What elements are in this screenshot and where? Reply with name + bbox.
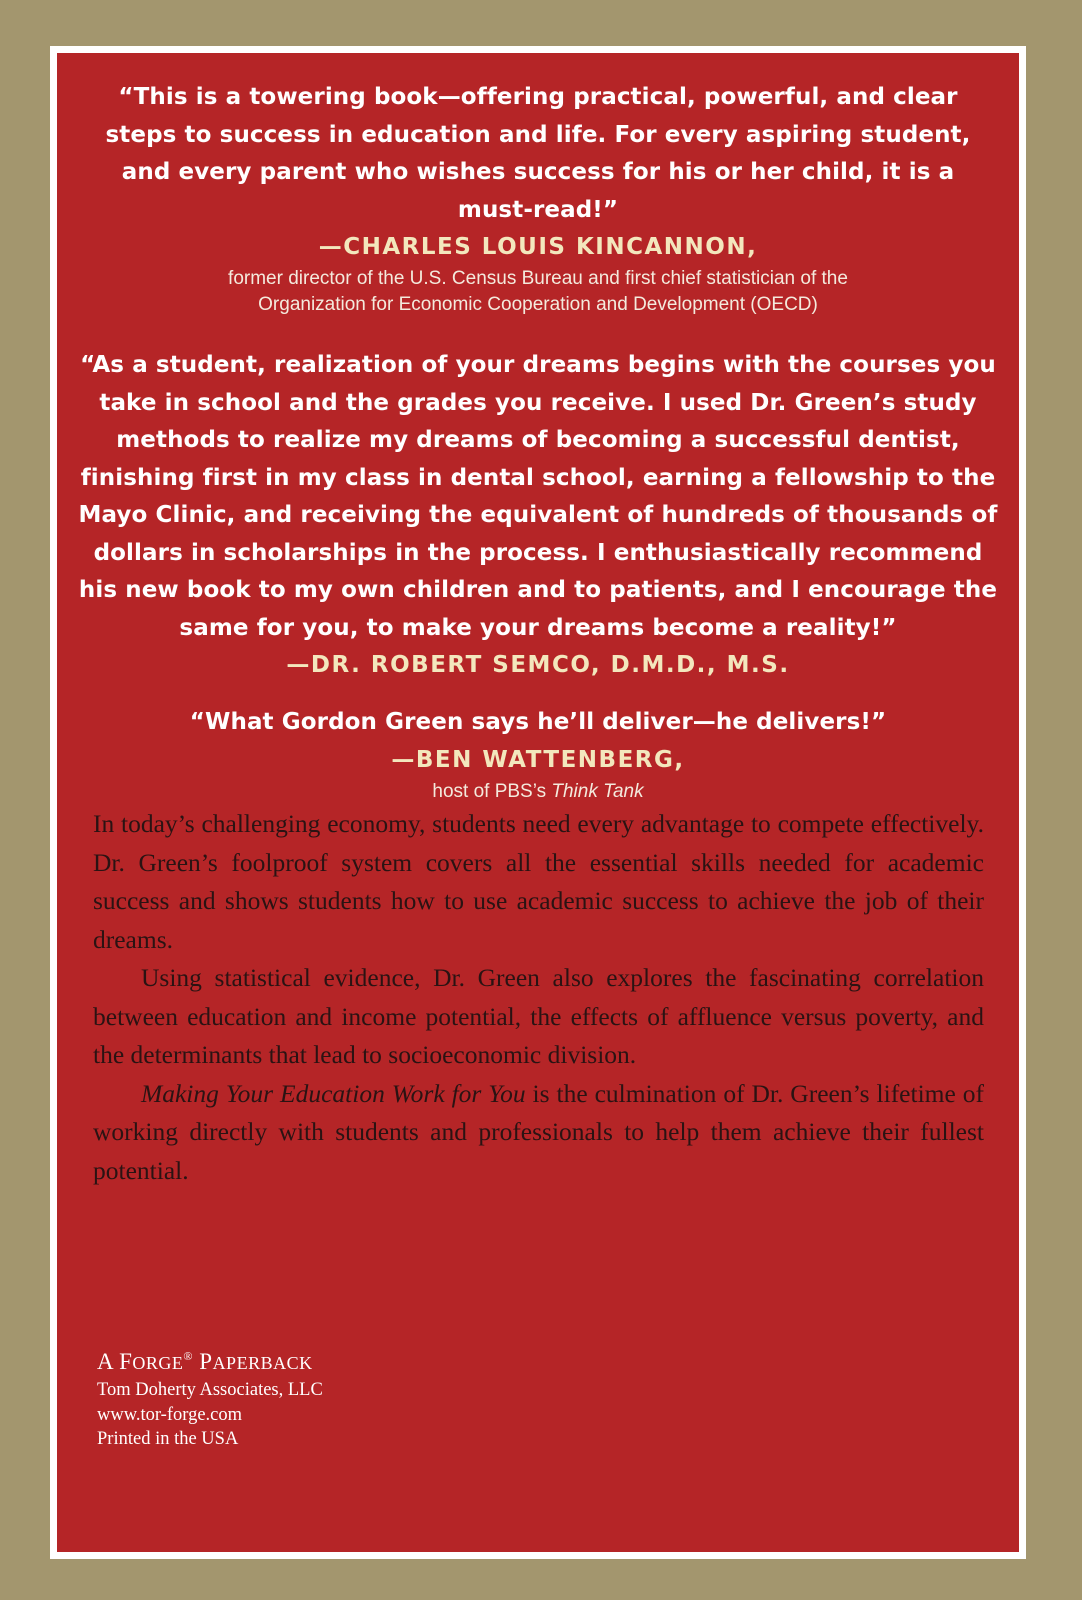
description-text: is the culmination of Dr. Green’s lifetime of working directly with students and professionals to help them achieve their fullest potential.	[93, 1078, 984, 1185]
imprint-text: APERBACK	[212, 1353, 313, 1373]
publisher-website: www.tor-forge.com	[97, 1404, 243, 1425]
blurb-affiliation	[57, 266, 1019, 317]
blurb-wattenberg	[57, 704, 1019, 804]
printed-location: Printed in the USA	[97, 1429, 239, 1449]
blurbs	[57, 79, 1019, 804]
blurb-semco	[57, 347, 1019, 684]
book-title: Making Your Education Work for You	[141, 1078, 526, 1108]
affiliation-line: former director of the U.S. Census Bureau and first chief statistician of the	[228, 268, 848, 289]
blurb-attribution: —CHARLES LOUIS KINCANNON,	[318, 234, 758, 260]
publisher-name: Tom Doherty Associates, LLC	[97, 1380, 323, 1400]
description-paragraph: In today’s challenging economy, students need every advantage to compete effectively. Dr. Green’s foolproof system covers all the essential skills needed for academic success and shows students how to use academic success to achieve the job of their dreams.	[93, 809, 984, 954]
imprint-text: P	[193, 1349, 213, 1374]
imprint-text: ORGE	[132, 1353, 184, 1373]
blurb-attribution: —DR. ROBERT SEMCO, D.M.D., M.S.	[286, 652, 790, 678]
blurb-quote: “What Gordon Green says he’ll deliver—he delivers!”	[189, 709, 887, 735]
book-description	[93, 805, 984, 1190]
blurb-attribution: —BEN WATTENBERG,	[391, 746, 685, 773]
affiliation-line: Organization for Economic Cooperation and Development (OECD)	[258, 293, 818, 315]
publisher-imprint	[97, 1347, 517, 1452]
imprint-series	[97, 1347, 517, 1378]
affiliation-prefix: host of PBS’s	[432, 780, 552, 802]
description-paragraph	[93, 1075, 984, 1191]
show-title: Think Tank	[551, 780, 644, 802]
description-paragraph: Using statistical evidence, Dr. Green also explores the fascinating correlation between education and income potential, the effects of affluence versus poverty, and the determinants that lead to socioeconomic division.	[93, 963, 984, 1069]
blurb-quote: “As a student, realization of your dreams begins with the courses you take in school and the grades you receive. I used Dr. Green’s study methods to realize my dreams of becoming a successful dentist, finishing first in my class in dental school, earning a fellowship to the Mayo Clinic, and receiving the equivalent of hundreds of thousands of dollars in scholarships in the process. I enthusiastically recommend his new book to my own children and to patients, and I encourage the same for you, to make your dreams become a reality!”	[78, 352, 998, 641]
blurb-quote: “This is a towering book—offering practical, powerful, and clear steps to success in education and life. For every aspiring student, and every parent who wishes success for his or her child, it is a must-read!”	[105, 84, 971, 223]
back-cover-panel	[57, 53, 1019, 1552]
imprint-text: A F	[97, 1349, 133, 1374]
blurb-kincannon	[57, 79, 1019, 317]
registered-mark: ®	[183, 1349, 194, 1363]
blurb-affiliation	[57, 779, 1019, 805]
